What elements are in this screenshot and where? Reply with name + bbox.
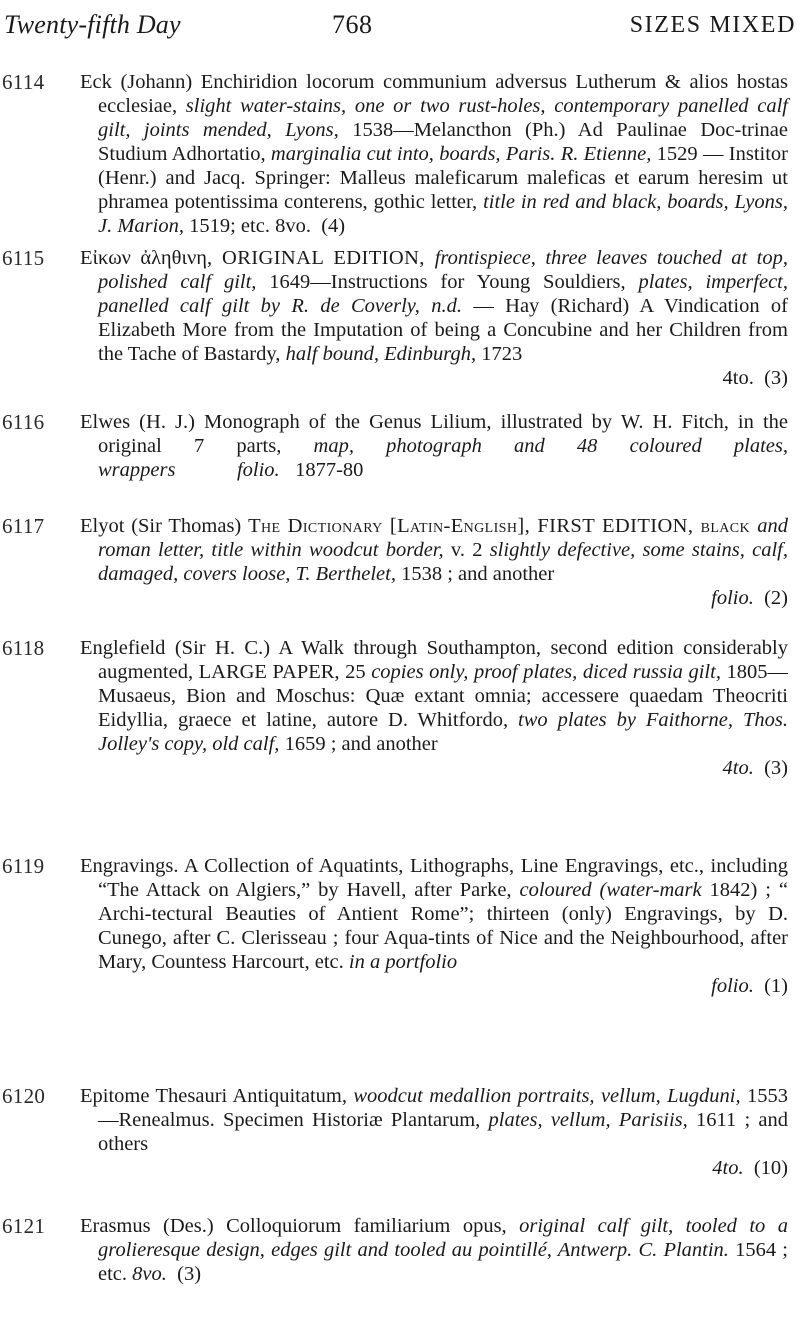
lot-description: Englefield (Sir H. C.) A Walk through Southampton, second edition considerably augmented, LARGE PAPER, 25 copies only, proof plates, diced russia gilt, 1805—Musaeus, Bion and Moschus: Quæ extant omnia; accessere quaedam Theocriti Eidyllia, graece et latine, autore D. Whitfordo, two plates by Faithorne, Thos. Jolley's copy, old calf, 1659 ; and another 4to. (3)	[80, 637, 789, 779]
lot-author: Englefield (Sir H. C.)	[80, 637, 271, 659]
lot-description: Eck (Johann) Enchiridion locorum communium adversus Lutherum & alios hostas ecclesiae, slight water-stains, one or two rust-holes, contemporary panelled calf gilt, joints mended, Lyons, 1538—Melancthon (Ph.) Ad Paulinae Doc-trinae Studium Adhortatio, marginalia cut into, boards, Paris. R. Etienne, 1529 — Institor (Henr.) and Jacq. Springer: Malleus maleficarum maleficas et earum heresim ut phramea potentissima conterens, gothic letter, title in red and black, boards, Lyons, J. Marion, 1519; etc. 8vo. (4)	[80, 71, 788, 237]
lot-number: 6118	[2, 636, 45, 660]
lot-description: Εἰκων ἀληθινη, ORIGINAL EDITION, frontispiece, three leaves touched at top, polished calf gilt, 1649—Instructions for Young Souldiers, plates, imperfect, panelled calf gilt by R. de Coverly, n.d. — Hay (Richard) A Vindication of Elizabeth More from the Imputation of being a Concubine and her Children from the Tache of Bastardy, half bound, Edinburgh, 1723 4to. (3)	[80, 247, 788, 389]
lot-author: Eck (Johann)	[80, 71, 193, 93]
lot-count: (10)	[753, 1157, 788, 1179]
lot-author: Elwes (H. J.)	[80, 411, 195, 433]
lot-description: Engravings. A Collection of Aquatints, Lithographs, Line Engravings, etc., including “The Attack on Algiers,” by Havell, after Parke, coloured (water-mark 1842) ; “ Archi-tectural Beauties of Antient Rome”; thirteen (only) Engravings, by D. Cunego, after C. Clerisseau ; four Aqua-tints of Nice and the Neighbourhood, after Mary, Countess Harcourt, etc. in a portfolio folio. (1)	[80, 855, 788, 997]
lot-number: 6120	[2, 1084, 46, 1108]
lot-size: 4to.	[722, 757, 754, 779]
lot-description: Erasmus (Des.) Colloquiorum familiarium opus, original calf gilt, tooled to a grolieresque design, edges gilt and tooled au pointillé, Antwerp. C. Plantin. 1564 ; etc. 8vo. (3)	[80, 1215, 788, 1285]
section-heading: SIZES MIXED	[629, 12, 796, 38]
lot-size: 4to.	[722, 367, 754, 389]
lot-description: Elyot (Sir Thomas) The Dictionary [Latin-English], FIRST EDITION, black and roman letter, title within woodcut border, v. 2 slightly defective, some stains, calf, damaged, covers loose, T. Berthelet, 1538 ; and another folio. (2)	[80, 515, 788, 609]
lot-number: 6119	[2, 854, 45, 878]
lot-author: Engravings.	[80, 855, 179, 877]
lot-number: 6115	[2, 246, 45, 270]
lot-number: 6116	[2, 410, 45, 434]
lot-number: 6117	[2, 514, 45, 538]
lot-author: Erasmus (Des.)	[80, 1215, 214, 1237]
lot-size: folio.	[711, 975, 754, 997]
lot-count: 1877-80	[295, 459, 364, 481]
lot-size: 8vo.	[132, 1263, 167, 1285]
lot-count: (4)	[321, 215, 346, 237]
lot-count: (2)	[764, 587, 788, 609]
lot-count: (3)	[764, 367, 788, 389]
lot-size: folio.	[236, 459, 280, 481]
lot-author: Epitome	[80, 1085, 150, 1107]
lot-author: Εἰκων ἀληθινη,	[80, 247, 213, 269]
running-head	[4, 8, 796, 42]
lot-size: folio.	[711, 587, 754, 609]
day-heading: Twenty-fifth Day	[4, 10, 181, 39]
lot-count: (1)	[764, 975, 788, 997]
lot-size: 4to.	[712, 1157, 744, 1179]
lot-author: Elyot (Sir Thomas)	[80, 515, 242, 537]
lot-count: (3)	[764, 757, 788, 779]
lot-number: 6114	[2, 70, 45, 94]
page-number: 768	[332, 10, 373, 39]
lot-description: Epitome Thesauri Antiquitatum, woodcut medallion portraits, vellum, Lugduni, 1553—Renealmus. Specimen Historiæ Plantarum, plates, vellum, Parisiis, 1611 ; and others 4to. (10)	[80, 1085, 789, 1179]
lot-description: Elwes (H. J.) Monograph of the Genus Lilium, illustrated by W. H. Fitch, in the original 7 parts, map, photograph and 48 coloured plates, wrappers folio. 1877-80	[80, 411, 788, 481]
lot-count: (3)	[177, 1263, 202, 1285]
lot-size: 8vo.	[275, 215, 311, 237]
lot-number: 6121	[2, 1214, 46, 1238]
